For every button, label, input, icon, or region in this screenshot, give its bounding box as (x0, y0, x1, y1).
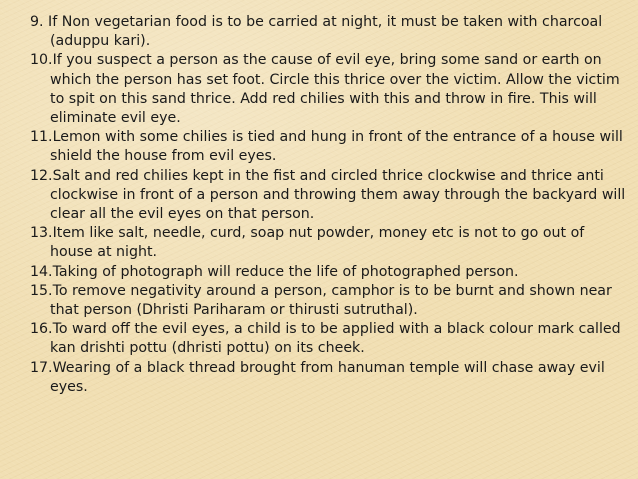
item-text: Taking of photograph will reduce the life of photographed person. (52, 263, 519, 280)
item-number: 12. (30, 167, 53, 184)
superstition-list (30, 13, 630, 397)
list-item (30, 320, 630, 358)
item-text: Salt and red chilies kept in the fist and circled thrice clockwise and thrice anti clockwise in front of a person and throwing them away through the backyard will clear all the evil eyes on that person. (50, 167, 626, 223)
item-text: If Non vegetarian food is to be carried at night, it must be taken with charcoal (aduppu kari). (43, 14, 603, 50)
item-number: 16. (30, 321, 53, 338)
list-item (30, 167, 630, 225)
list-item (30, 224, 630, 262)
item-number: 15. (30, 282, 53, 299)
item-number: 17. (30, 359, 53, 376)
item-text: Item like salt, needle, curd, soap nut powder, money etc is not to go out of house at night. (50, 225, 585, 261)
item-text: Wearing of a black thread brought from hanuman temple will chase away evil eyes. (50, 359, 605, 395)
item-number: 9. (30, 14, 44, 30)
list-item (30, 359, 630, 397)
item-number: 13. (30, 225, 53, 242)
item-text: To ward off the evil eyes, a child is to be applied with a black colour mark called kan drishti pottu (dhristi pottu) on its cheek. (50, 321, 621, 357)
list-item (30, 128, 630, 166)
list-item (30, 282, 630, 320)
item-text: Lemon with some chilies is tied and hung in front of the entrance of a house will shield the house from evil eyes. (50, 129, 623, 165)
item-text: If you suspect a person as the cause of evil eye, bring some sand or earth on which the person has set foot. Circle this thrice over the victim. Allow the victim to spit on this sand thrice. Add red chilies with this and throw in fire. This will eliminate evil eye. (50, 52, 620, 127)
item-number: 11. (30, 129, 53, 146)
item-text: To remove negativity around a person, camphor is to be burnt and shown near that person (Dhristi Pariharam or thirusti sutruthal). (50, 282, 612, 319)
list-item (30, 13, 630, 51)
item-number: 14. (30, 263, 53, 280)
item-number: 10. (30, 52, 53, 69)
list-item (30, 263, 630, 282)
list-item (30, 51, 630, 128)
